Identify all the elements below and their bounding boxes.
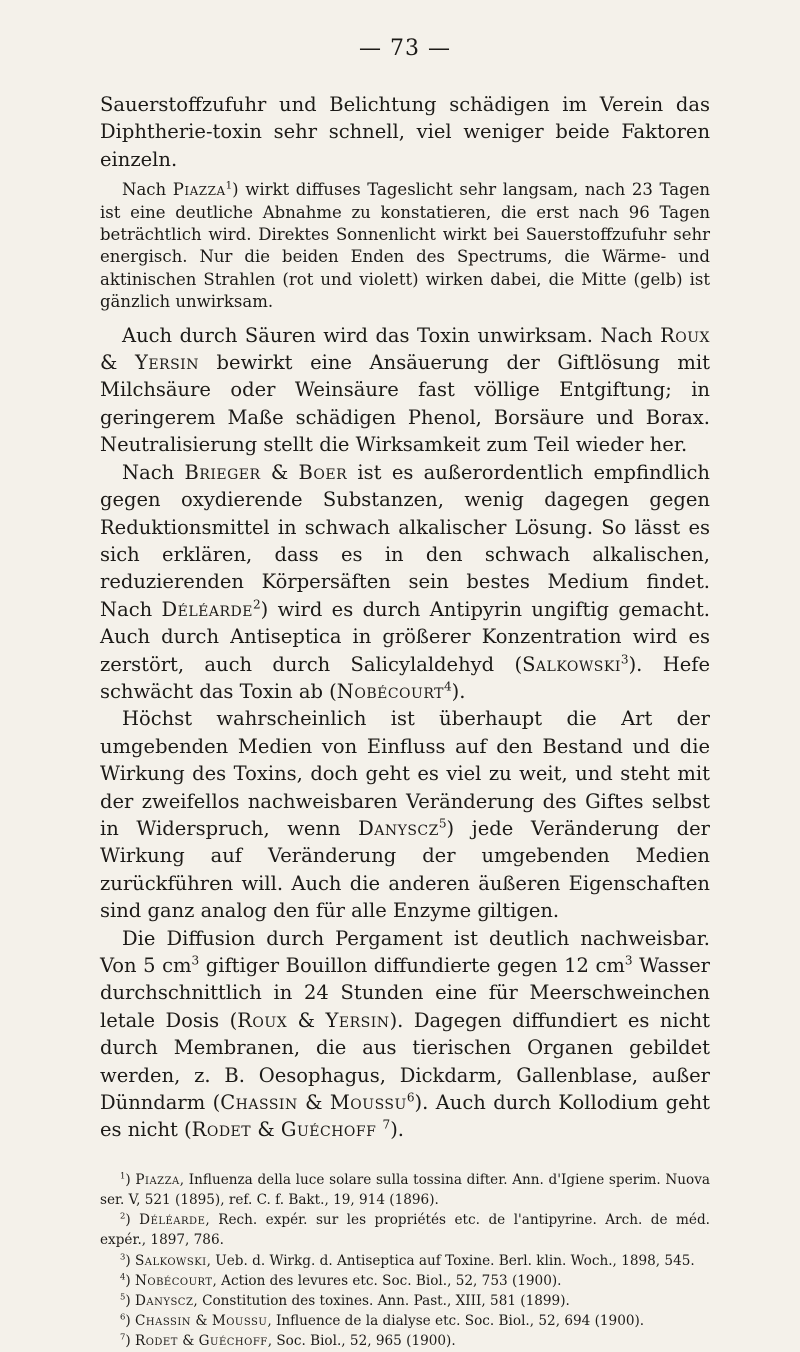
footnote-6: $^6$) Chassin & Moussu, Influence de la dialyse etc. Soc. Biol., 52, 694 (1900). <box>120 1311 645 1330</box>
paragraph-3: Auch durch Säuren wird das Toxin unwirksam. Nach Roux & Yersin bewirkt eine Ansäuerung der Giftlösung mit Milchsäure oder Weinsäure fast völlige Entgiftung; in geringerem Maße schädigen Phenol, Borsäure und Borax. Neutralisierung stellt die Wirksamkeit zum Teil wieder her. <box>100 323 710 457</box>
footnote-3: $^3$) Salkowski, Ueb. d. Wirkg. d. Antiseptica auf Toxine. Berl. klin. Woch., 1898, 545. <box>120 1251 695 1269</box>
paragraph-4: Nach Brieger & Boer ist es außerordentlich empfindlich gegen oxydierende Substanzen, wenig dagegen gegen Reduktionsmittel in schwach alkalischer Lösung. So lässt es sich erklären, dass es in den schwach alkalischen, reduzierenden Körpersäften sein bestes Medium findet. Nach Déléarde$^2$) wird es durch Antipyrin ungiftig gemacht. Auch durch Antiseptica in größerer Konzentration wird es zerstört, auch durch Salicylaldehyd (Salkowski$^3$). Hefe schwächt das Toxin ab (Nobécourt$^4$). <box>100 460 711 703</box>
footnote-4: $^4$) Nobécourt, Action des levures etc. Soc. Biol., 52, 753 (1900). <box>120 1271 562 1289</box>
paragraph-1: Sauerstoffzufuhr und Belichtung schädigen im Verein das Diphtherie-toxin sehr schnell, viel weniger beide Faktoren einzeln. <box>100 93 710 171</box>
footnote-2: $^2$) Déléarde, Rech. expér. sur les propriétés etc. de l'antipyrine. Arch. de méd. expér., 1897, 786. <box>100 1210 711 1249</box>
body-text <box>100 91 710 1144</box>
footnote-7: $^7$) Rodet & Guéchoff, Soc. Biol., 52, 965 (1900). <box>120 1331 456 1350</box>
page-body <box>100 36 710 1352</box>
paragraph-6: Die Diffusion durch Pergament ist deutlich nachweisbar. Von 5 $cm^3$ giftiger Bouillon diffundierte gegen 12 $cm^3$ Wasser durchschnittlich in 24 Stunden eine für Meerschweinchen letale Dosis (Roux & Yersin). Dagegen diffundiert es nicht durch Membranen, die aus tierischen Organen gebildet werden, z. B. Oesophagus, Dickdarm, Gallenblase, außer Dünndarm (Chassin & Moussu$^6$). Auch durch Kollodium geht es nicht (Rodet & Guéchoff $^7$). <box>100 926 711 1142</box>
footnotes <box>100 1170 710 1352</box>
paragraph-5: Höchst wahrscheinlich ist überhaupt die Art der umgebenden Medien von Einfluss auf den Bestand und die Wirkung des Toxins, doch geht es viel zu weit, und steht mit der zweifellos nachweisbaren Veränderung des Giftes selbst in Widerspruch, wenn Danyscz$^5$) jede Veränderung der Wirkung auf Veränderung der umgebenden Medien zurückführen will. Auch die anderen äußeren Eigenschaften sind ganz analog den für alle Enzyme giltigen. <box>100 707 710 923</box>
footnote-5: $^5$) Danyscz, Constitution des toxines. Ann. Past., XIII, 581 (1899). <box>120 1291 570 1310</box>
paragraph-2: Nach Piazza$^1$) wirkt diffuses Tageslicht sehr langsam, nach 23 Tagen ist eine deutliche Abnahme zu konstatieren, die erst nach 96 Tagen beträchtlich wird. Direktes Sonnenlicht wirkt bei Sauerstoffzufuhr sehr energisch. Nur die beiden Enden des Spectrums, die Wärme- und aktinischen Strahlen (rot und violett) wirken dabei, die Mitte (gelb) ist gänzlich unwirksam. <box>100 180 710 312</box>
footnote-1: $^1$) Piazza, Influenza della luce solare sulla tossina difter. Ann. d'Igiene sperim. Nuova ser. V, 521 (1895), ref. C. f. Bakt., 19, 914 (1896). <box>100 1170 711 1209</box>
page-number: — 73 — <box>359 36 451 61</box>
